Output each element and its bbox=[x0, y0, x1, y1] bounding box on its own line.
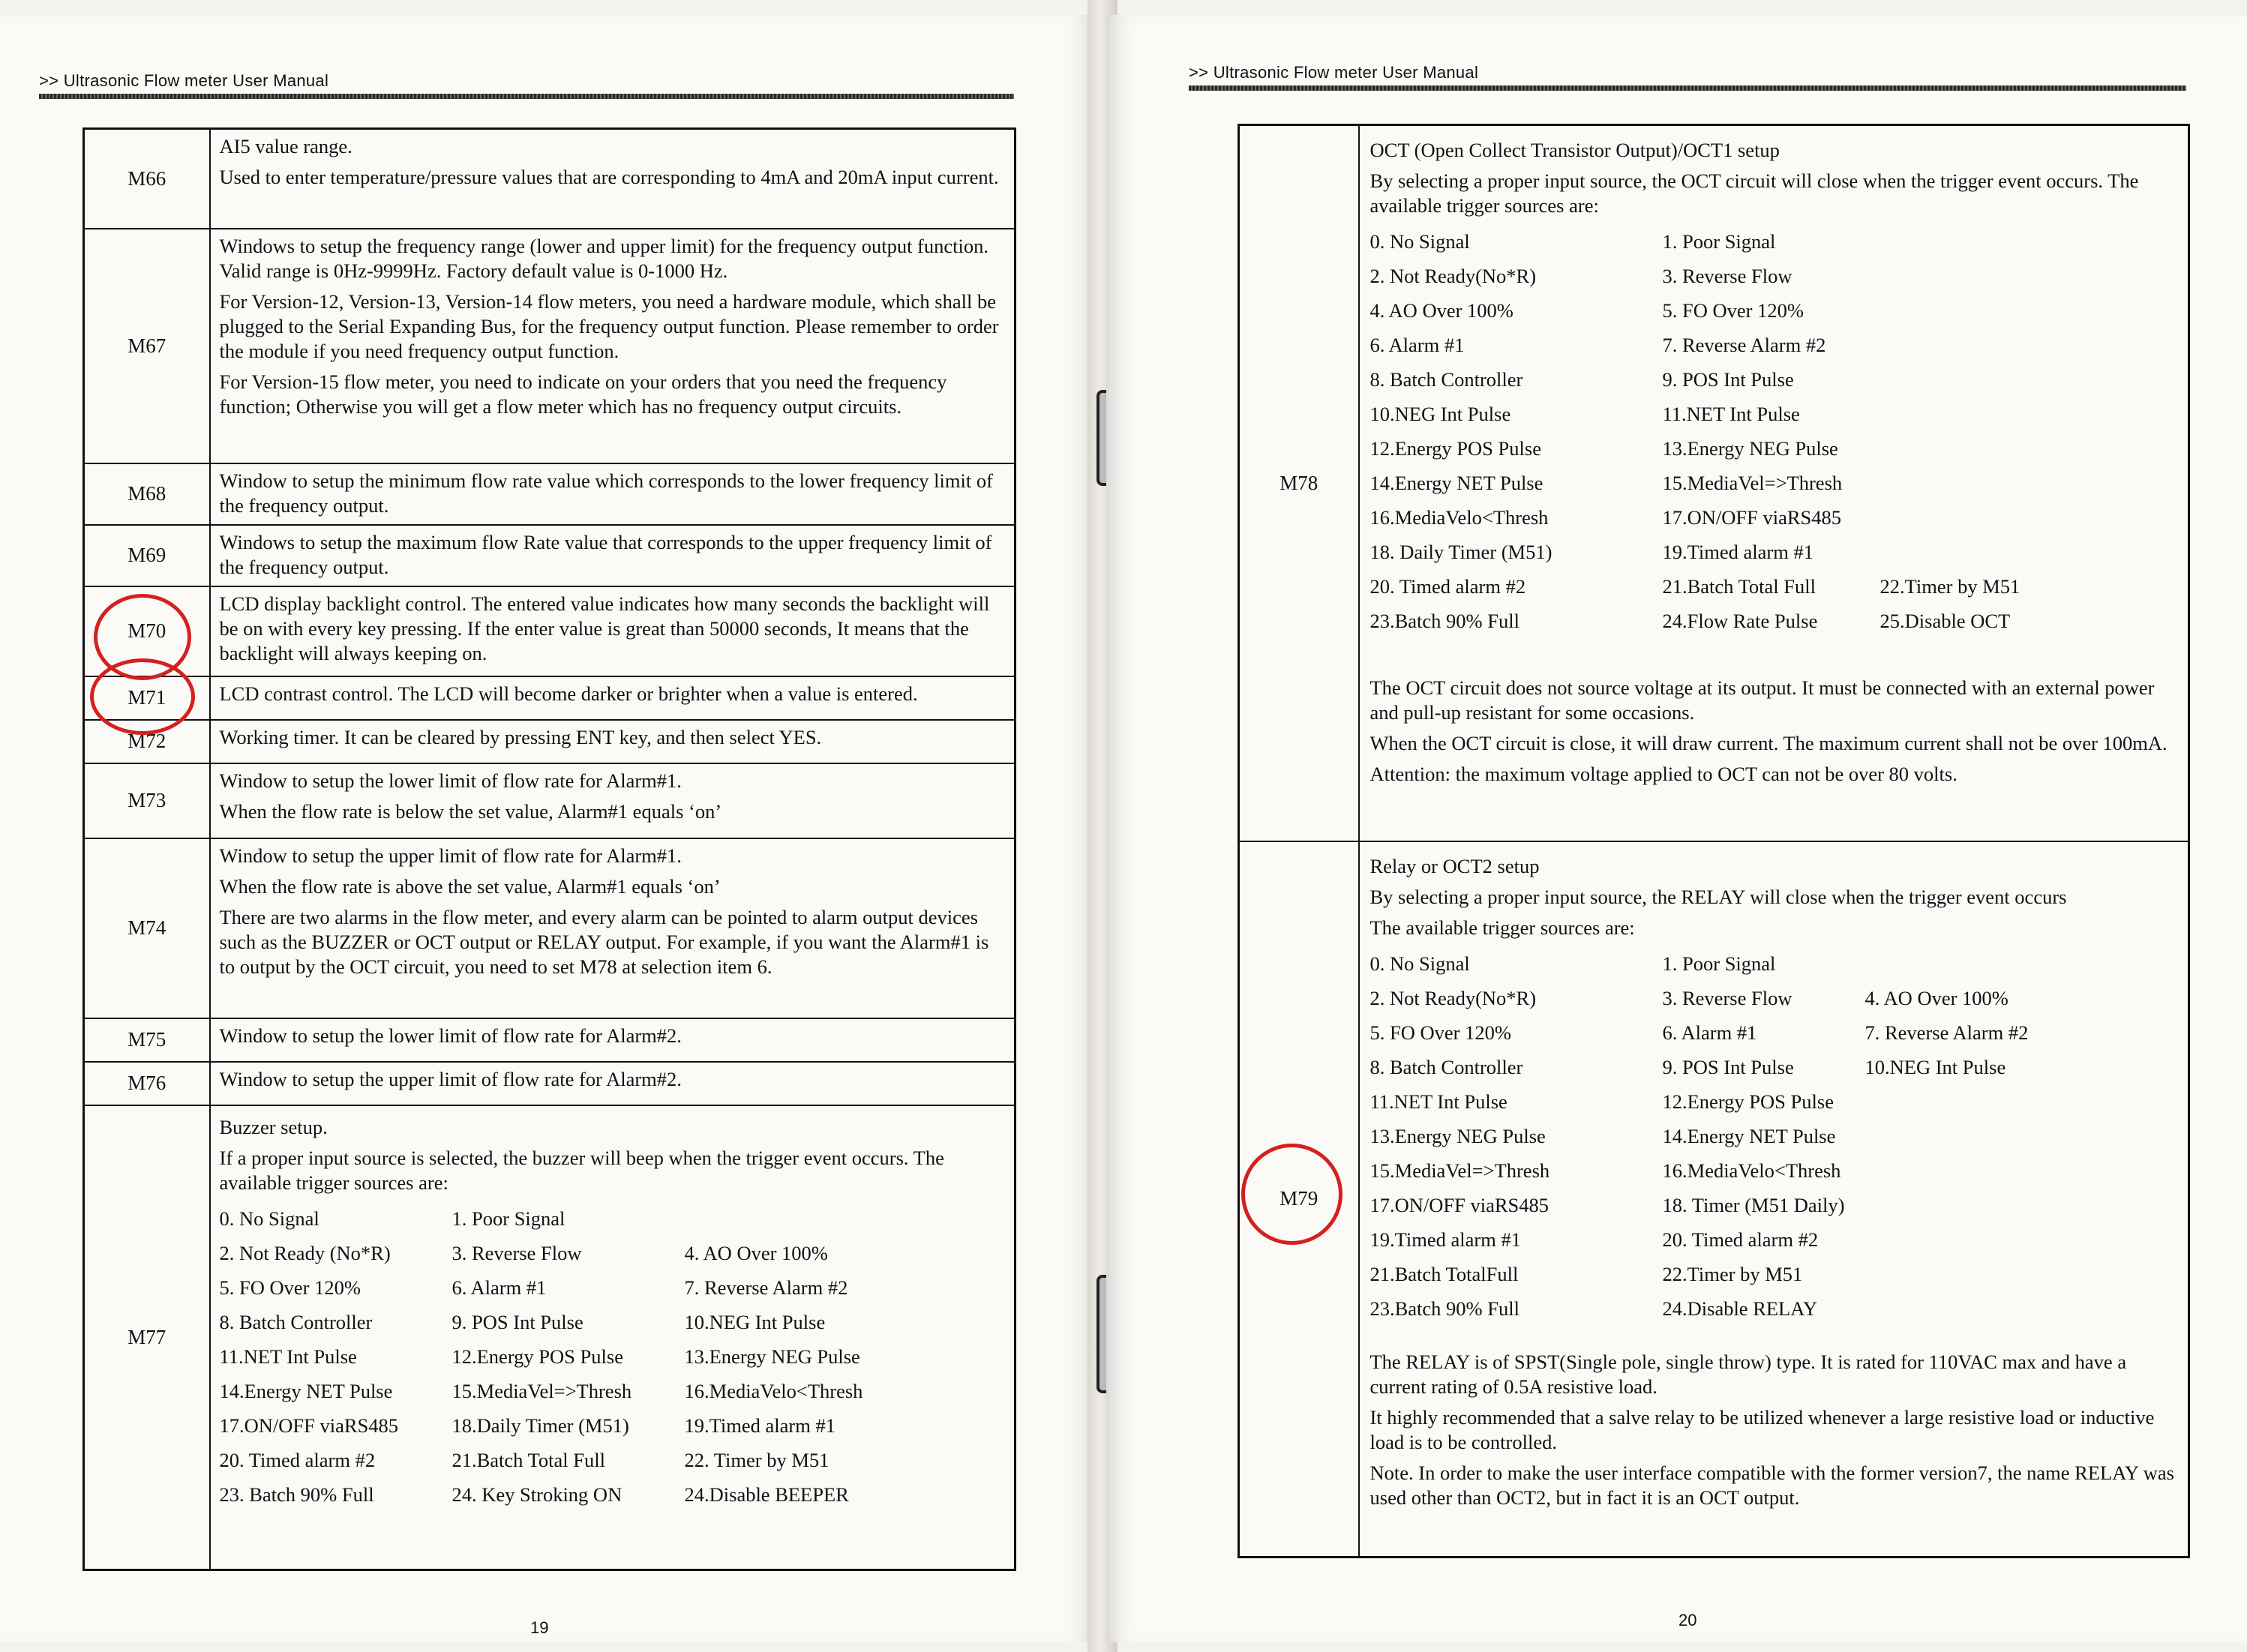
option-item: 7. Reverse Alarm #2 bbox=[684, 1276, 848, 1299]
menu-code: M70 bbox=[84, 586, 210, 676]
option-item: 20. Timed alarm #2 bbox=[219, 1448, 376, 1471]
option-item: 13.Energy NEG Pulse bbox=[1370, 1124, 1546, 1147]
option-item: 22.Timer by M51 bbox=[1880, 575, 2020, 598]
page-number: 19 bbox=[530, 1618, 549, 1637]
desc-text: When the flow rate is above the set value, Alarm#1 equals ‘on’ bbox=[219, 874, 721, 898]
option-item: 13.Energy NEG Pulse bbox=[1662, 437, 1838, 460]
option-item: 8. Batch Controller bbox=[219, 1310, 373, 1333]
menu-code: M73 bbox=[84, 763, 210, 838]
desc-text: Window to setup the upper limit of flow rate for Alarm#1. bbox=[219, 844, 682, 867]
option-item: 18. Timer (M51 Daily) bbox=[1662, 1193, 1845, 1216]
option-item: 11.NET Int Pulse bbox=[219, 1345, 357, 1368]
red-annotation-circle bbox=[1241, 1144, 1342, 1245]
table-row bbox=[84, 229, 1016, 463]
table-row bbox=[84, 525, 1016, 586]
option-item bbox=[685, 1201, 910, 1236]
menu-description bbox=[210, 676, 1016, 720]
menu-description bbox=[210, 463, 1016, 525]
desc-text: Buzzer setup. bbox=[219, 1115, 328, 1138]
menu-code: M67 bbox=[84, 229, 210, 463]
menu-description bbox=[210, 838, 1016, 1018]
option-item: 23. Batch 90% Full bbox=[219, 1483, 374, 1506]
option-item: 10.NEG Int Pulse bbox=[684, 1310, 826, 1333]
menu-description bbox=[210, 525, 1016, 586]
option-item: 5. FO Over 120% bbox=[1370, 1021, 1511, 1044]
menu-code: M78 bbox=[1239, 125, 1359, 841]
table-row bbox=[84, 1062, 1016, 1105]
table-row bbox=[84, 838, 1016, 1018]
desc-text: The OCT circuit does not source voltage at its output. It must be connected with an external power and pull-up resistant for some occasions. bbox=[1370, 676, 2155, 724]
desc-text: Window to setup the minimum flow rate value which corresponds to the lower frequency limit of the frequency output. bbox=[219, 469, 993, 517]
desc-text: If a proper input source is selected, the buzzer will beep when the trigger event occurs. The available trigger sources are: bbox=[219, 1146, 944, 1194]
menu-code: M76 bbox=[84, 1062, 210, 1105]
option-item: 14.Energy NET Pulse bbox=[1662, 1124, 1836, 1147]
desc-text: Note. In order to make the user interface compatible with the former version7, the name RELAY was used other than OCT2, but in fact it is an OCT output. bbox=[1370, 1461, 2174, 1509]
menu-code: M69 bbox=[84, 525, 210, 586]
option-item: 7. Reverse Alarm #2 bbox=[1864, 1021, 2029, 1044]
option-item: 25.Disable OCT bbox=[1880, 610, 2011, 632]
option-item: 0. No Signal bbox=[1370, 952, 1470, 975]
option-item: 20. Timed alarm #2 bbox=[1662, 1228, 1819, 1251]
table-row bbox=[1239, 841, 2189, 1558]
red-annotation-circle bbox=[90, 658, 195, 735]
option-item: 20. Timed alarm #2 bbox=[1370, 575, 1526, 598]
menu-description bbox=[210, 129, 1016, 229]
desc-text: Window to setup the upper limit of flow rate for Alarm#2. bbox=[219, 1067, 682, 1090]
desc-text: By selecting a proper input source, the RELAY will close when the trigger event occurs bbox=[1370, 885, 2067, 908]
option-item: 16.MediaVelo<Thresh bbox=[1662, 1159, 1841, 1182]
option-item: 0. No Signal bbox=[1370, 230, 1470, 253]
menu-description bbox=[1359, 841, 2189, 1558]
option-item: 2. Not Ready(No*R) bbox=[1370, 986, 1537, 1009]
desc-text: Relay or OCT2 setup bbox=[1370, 854, 1540, 877]
menu-code: M74 bbox=[84, 838, 210, 1018]
parameter-table bbox=[82, 127, 1016, 1571]
option-item: 9. POS Int Pulse bbox=[1662, 1055, 1794, 1078]
table-row bbox=[84, 463, 1016, 525]
menu-description bbox=[210, 1105, 1016, 1570]
option-item: 22. Timer by M51 bbox=[684, 1448, 830, 1471]
table-row bbox=[84, 1105, 1016, 1570]
option-item: 9. POS Int Pulse bbox=[1662, 368, 1794, 391]
menu-code: M72 bbox=[84, 720, 210, 763]
option-item: 8. Batch Controller bbox=[1370, 368, 1523, 391]
option-item: 14.Energy NET Pulse bbox=[1370, 472, 1544, 494]
option-item bbox=[1880, 466, 2075, 500]
menu-description bbox=[210, 720, 1016, 763]
table-row bbox=[84, 129, 1016, 229]
option-item: 23.Batch 90% Full bbox=[1370, 1297, 1520, 1320]
option-item: 24. Key Stroking ON bbox=[452, 1483, 622, 1506]
table-row bbox=[84, 586, 1016, 676]
option-item: 16.MediaVelo<Thresh bbox=[1370, 506, 1549, 529]
option-item: 10.NEG Int Pulse bbox=[1370, 403, 1511, 425]
option-item: 17.ON/OFF viaRS485 bbox=[219, 1414, 399, 1437]
option-item: 3. Reverse Flow bbox=[452, 1241, 582, 1264]
option-item: 11.NET Int Pulse bbox=[1370, 1090, 1508, 1113]
option-item: 21.Batch TotalFull bbox=[1370, 1262, 1519, 1285]
desc-text: For Version-12, Version-13, Version-14 flow meters, you need a hardware module, which shall be plugged to the Serial Expanding Bus, for the frequency output function. Please remember to order the module if you need frequency output function. bbox=[219, 289, 999, 362]
header-rule bbox=[39, 94, 1014, 99]
trigger-source-list bbox=[1370, 224, 2178, 638]
option-item bbox=[1865, 1257, 2060, 1291]
left-page bbox=[0, 15, 1095, 1642]
menu-description bbox=[210, 1062, 1016, 1105]
menu-description bbox=[1359, 125, 2189, 841]
option-item bbox=[1865, 1188, 2060, 1222]
menu-description bbox=[210, 229, 1016, 463]
option-item: 18.Daily Timer (M51) bbox=[452, 1414, 629, 1437]
option-item bbox=[1880, 500, 2075, 535]
menu-code: M75 bbox=[84, 1018, 210, 1062]
option-item bbox=[1880, 224, 2075, 259]
option-item bbox=[1865, 1291, 2060, 1326]
trigger-source-list bbox=[220, 1201, 1006, 1512]
desc-text: Attention: the maximum voltage applied to OCT can not be over 80 volts. bbox=[1370, 763, 1958, 785]
option-item: 6. Alarm #1 bbox=[452, 1276, 547, 1299]
option-item: 22.Timer by M51 bbox=[1662, 1262, 1803, 1285]
option-item: 12.Energy POS Pulse bbox=[452, 1345, 623, 1368]
option-item: 3. Reverse Flow bbox=[1662, 265, 1792, 287]
option-item bbox=[1880, 431, 2075, 466]
menu-code: M71 bbox=[84, 676, 210, 720]
desc-text: The available trigger sources are: bbox=[1370, 916, 1635, 939]
page-header: >> Ultrasonic Flow meter User Manual bbox=[39, 71, 329, 90]
header-rule bbox=[1189, 85, 2186, 91]
option-item bbox=[1865, 1153, 2060, 1188]
option-item bbox=[1865, 1119, 2060, 1153]
option-item: 4. AO Over 100% bbox=[1370, 299, 1514, 322]
option-item bbox=[1865, 1084, 2060, 1119]
option-item: 12.Energy POS Pulse bbox=[1662, 1090, 1834, 1113]
option-item bbox=[1880, 259, 2075, 293]
menu-description bbox=[210, 586, 1016, 676]
page-header: >> Ultrasonic Flow meter User Manual bbox=[1189, 63, 1479, 82]
option-item: 5. FO Over 120% bbox=[1662, 299, 1804, 322]
option-item bbox=[1865, 1222, 2060, 1257]
option-item: 24.Disable BEEPER bbox=[684, 1483, 849, 1506]
option-item: 6. Alarm #1 bbox=[1662, 1021, 1757, 1044]
option-item: 13.Energy NEG Pulse bbox=[684, 1345, 860, 1368]
option-item: 17.ON/OFF viaRS485 bbox=[1370, 1193, 1550, 1216]
option-item: 24.Disable RELAY bbox=[1662, 1297, 1818, 1320]
desc-text: When the OCT circuit is close, it will draw current. The maximum current shall not be over 100mA. bbox=[1370, 732, 2168, 754]
option-item: 21.Batch Total Full bbox=[452, 1448, 605, 1471]
option-item: 4. AO Over 100% bbox=[1864, 986, 2008, 1009]
option-item: 14.Energy NET Pulse bbox=[219, 1379, 393, 1402]
desc-text: It highly recommended that a salve relay to be utilized whenever a large resistive load or inductive load is to be controlled. bbox=[1370, 1405, 2155, 1453]
parameter-table bbox=[1238, 124, 2190, 1558]
option-item: 18. Daily Timer (M51) bbox=[1370, 541, 1552, 563]
option-item bbox=[1880, 328, 2075, 362]
desc-text: AI5 value range. bbox=[219, 135, 352, 157]
option-item: 19.Timed alarm #1 bbox=[1662, 541, 1814, 563]
page-number: 20 bbox=[1678, 1611, 1697, 1630]
option-item: 9. POS Int Pulse bbox=[452, 1310, 584, 1333]
menu-code: M79 bbox=[1239, 841, 1359, 1558]
option-item: 4. AO Over 100% bbox=[684, 1241, 828, 1264]
option-item: 15.MediaVel=>Thresh bbox=[452, 1379, 632, 1402]
table-row bbox=[84, 720, 1016, 763]
table-row bbox=[84, 1018, 1016, 1062]
desc-text: Used to enter temperature/pressure values that are corresponding to 4mA and 20mA input current. bbox=[219, 166, 999, 188]
option-item: 7. Reverse Alarm #2 bbox=[1662, 334, 1826, 356]
option-item: 6. Alarm #1 bbox=[1370, 334, 1465, 356]
desc-text: Windows to setup the frequency range (lower and upper limit) for the frequency output function. Valid range is 0Hz-9999Hz. Factory default value is 0-1000 Hz. bbox=[219, 234, 988, 282]
desc-text: For Version-15 flow meter, you need to indicate on your orders that you need the frequency function; Otherwise you will get a flow meter which has no frequency output circuits. bbox=[219, 370, 947, 418]
option-item: 8. Batch Controller bbox=[1370, 1055, 1523, 1078]
option-item bbox=[1880, 535, 2075, 569]
option-item: 3. Reverse Flow bbox=[1662, 986, 1792, 1009]
table-row bbox=[84, 763, 1016, 838]
option-item: 10.NEG Int Pulse bbox=[1864, 1055, 2006, 1078]
option-item: 2. Not Ready(No*R) bbox=[1370, 265, 1537, 287]
menu-code: M77 bbox=[84, 1105, 210, 1570]
desc-text: LCD contrast control. The LCD will become darker or brighter when a value is entered. bbox=[219, 682, 918, 705]
option-item bbox=[1865, 946, 2060, 981]
option-item: 17.ON/OFF viaRS485 bbox=[1662, 506, 1842, 529]
option-item: 0. No Signal bbox=[219, 1207, 320, 1230]
menu-code: M68 bbox=[84, 463, 210, 525]
desc-text: Windows to setup the maximum flow Rate value that corresponds to the upper frequency limit of the frequency output. bbox=[219, 530, 992, 578]
table-row bbox=[84, 676, 1016, 720]
option-item: 11.NET Int Pulse bbox=[1662, 403, 1800, 425]
option-item: 24.Flow Rate Pulse bbox=[1662, 610, 1818, 632]
menu-code: M66 bbox=[84, 129, 210, 229]
right-page bbox=[1106, 15, 2247, 1642]
desc-text: LCD display backlight control. The entered value indicates how many seconds the backlight will be on with every key pressing. If the enter value is great than 50000 seconds, It means that the backlight will always keeping on. bbox=[219, 592, 990, 664]
option-item: 5. FO Over 120% bbox=[219, 1276, 361, 1299]
desc-text: OCT (Open Collect Transistor Output)/OCT1 setup bbox=[1370, 139, 1780, 161]
option-item: 16.MediaVelo<Thresh bbox=[684, 1379, 863, 1402]
trigger-source-list bbox=[1370, 946, 2178, 1326]
option-item: 15.MediaVel=>Thresh bbox=[1662, 472, 1843, 494]
desc-text: By selecting a proper input source, the OCT circuit will close when the trigger event occurs. The available trigger sources are: bbox=[1370, 169, 2139, 217]
option-item: 1. Poor Signal bbox=[1662, 952, 1776, 975]
desc-text: There are two alarms in the flow meter, and every alarm can be pointed to alarm output devices such as the BUZZER or OCT output or RELAY output. For example, if you want the Alarm#1 is to output by the OCT circuit, you need to set M78 at selection item 6. bbox=[219, 905, 989, 978]
option-item: 2. Not Ready (No*R) bbox=[219, 1241, 391, 1264]
option-item: 19.Timed alarm #1 bbox=[684, 1414, 836, 1437]
option-item: 23.Batch 90% Full bbox=[1370, 610, 1520, 632]
option-item: 1. Poor Signal bbox=[452, 1207, 566, 1230]
option-item: 15.MediaVel=>Thresh bbox=[1370, 1159, 1550, 1182]
desc-text: Window to setup the lower limit of flow rate for Alarm#1. bbox=[219, 769, 682, 792]
desc-text: Window to setup the lower limit of flow rate for Alarm#2. bbox=[219, 1024, 682, 1047]
option-item: 19.Timed alarm #1 bbox=[1370, 1228, 1521, 1251]
option-item: 1. Poor Signal bbox=[1662, 230, 1776, 253]
desc-text: The RELAY is of SPST(Single pole, single throw) type. It is rated for 110VAC max and have a current rating of 0.5A resistive load. bbox=[1370, 1350, 2127, 1398]
desc-text: When the flow rate is below the set value, Alarm#1 equals ‘on’ bbox=[219, 799, 722, 823]
menu-description bbox=[210, 1018, 1016, 1062]
option-item: 21.Batch Total Full bbox=[1662, 575, 1816, 598]
option-item bbox=[1880, 293, 2075, 328]
option-item bbox=[1880, 397, 2075, 431]
desc-text: Working timer. It can be cleared by pressing ENT key, and then select YES. bbox=[219, 725, 822, 748]
option-item: 12.Energy POS Pulse bbox=[1370, 437, 1541, 460]
table-row bbox=[1239, 125, 2189, 841]
option-item bbox=[1880, 362, 2075, 397]
menu-description bbox=[210, 763, 1016, 838]
